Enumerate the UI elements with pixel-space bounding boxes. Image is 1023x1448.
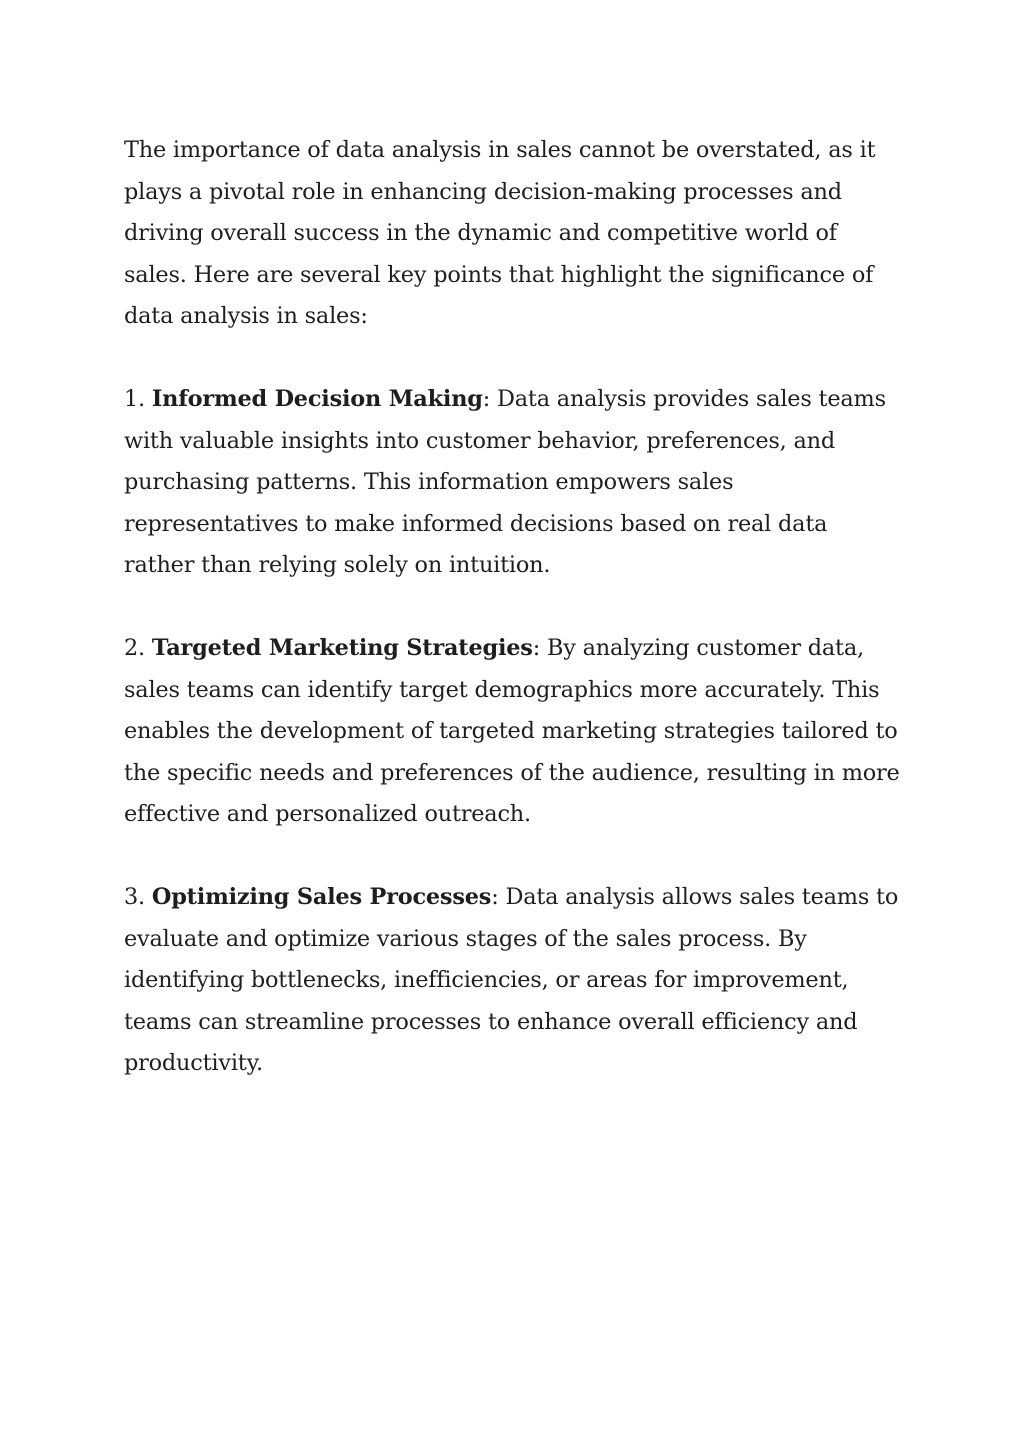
- point-3-paragraph: [124, 877, 904, 1085]
- point-3-text: : Data analysis allows sales teams to evaluate and optimize various stages of the sales process. By identifying bottlenecks, inefficiencies, or areas for improvement, teams can streamline processes to enhance overall efficiency and productivity.: [124, 884, 899, 1076]
- point-2-text: : By analyzing customer data, sales teams can identify target demographics more accurately. This enables the development of targeted marketing strategies tailored to the specific needs and preferences of the audience, resulting in more effective and personalized outreach.: [124, 635, 900, 827]
- point-2-paragraph: [124, 628, 904, 836]
- point-1-number: 1.: [124, 386, 152, 412]
- point-3-number: 3.: [124, 884, 152, 910]
- point-1-text: : Data analysis provides sales teams with valuable insights into customer behavior, preferences, and purchasing patterns. This information empowers sales representatives to make informed decisions based on real data rather than relying solely on intuition.: [124, 386, 886, 578]
- intro-paragraph: The importance of data analysis in sales cannot be overstated, as it plays a pivotal role in enhancing decision-making processes and driving overall success in the dynamic and competitive world of sales. Here are several key points that highlight the significance of data analysis in sales:: [124, 137, 876, 329]
- point-2-number: 2.: [124, 635, 152, 661]
- document-page: [124, 130, 904, 1126]
- point-3-title: Optimizing Sales Processes: [151, 884, 492, 910]
- point-1-paragraph: [124, 379, 904, 587]
- point-1-title: Informed Decision Making: [151, 386, 483, 412]
- point-2-title: Targeted Marketing Strategies: [151, 635, 533, 661]
